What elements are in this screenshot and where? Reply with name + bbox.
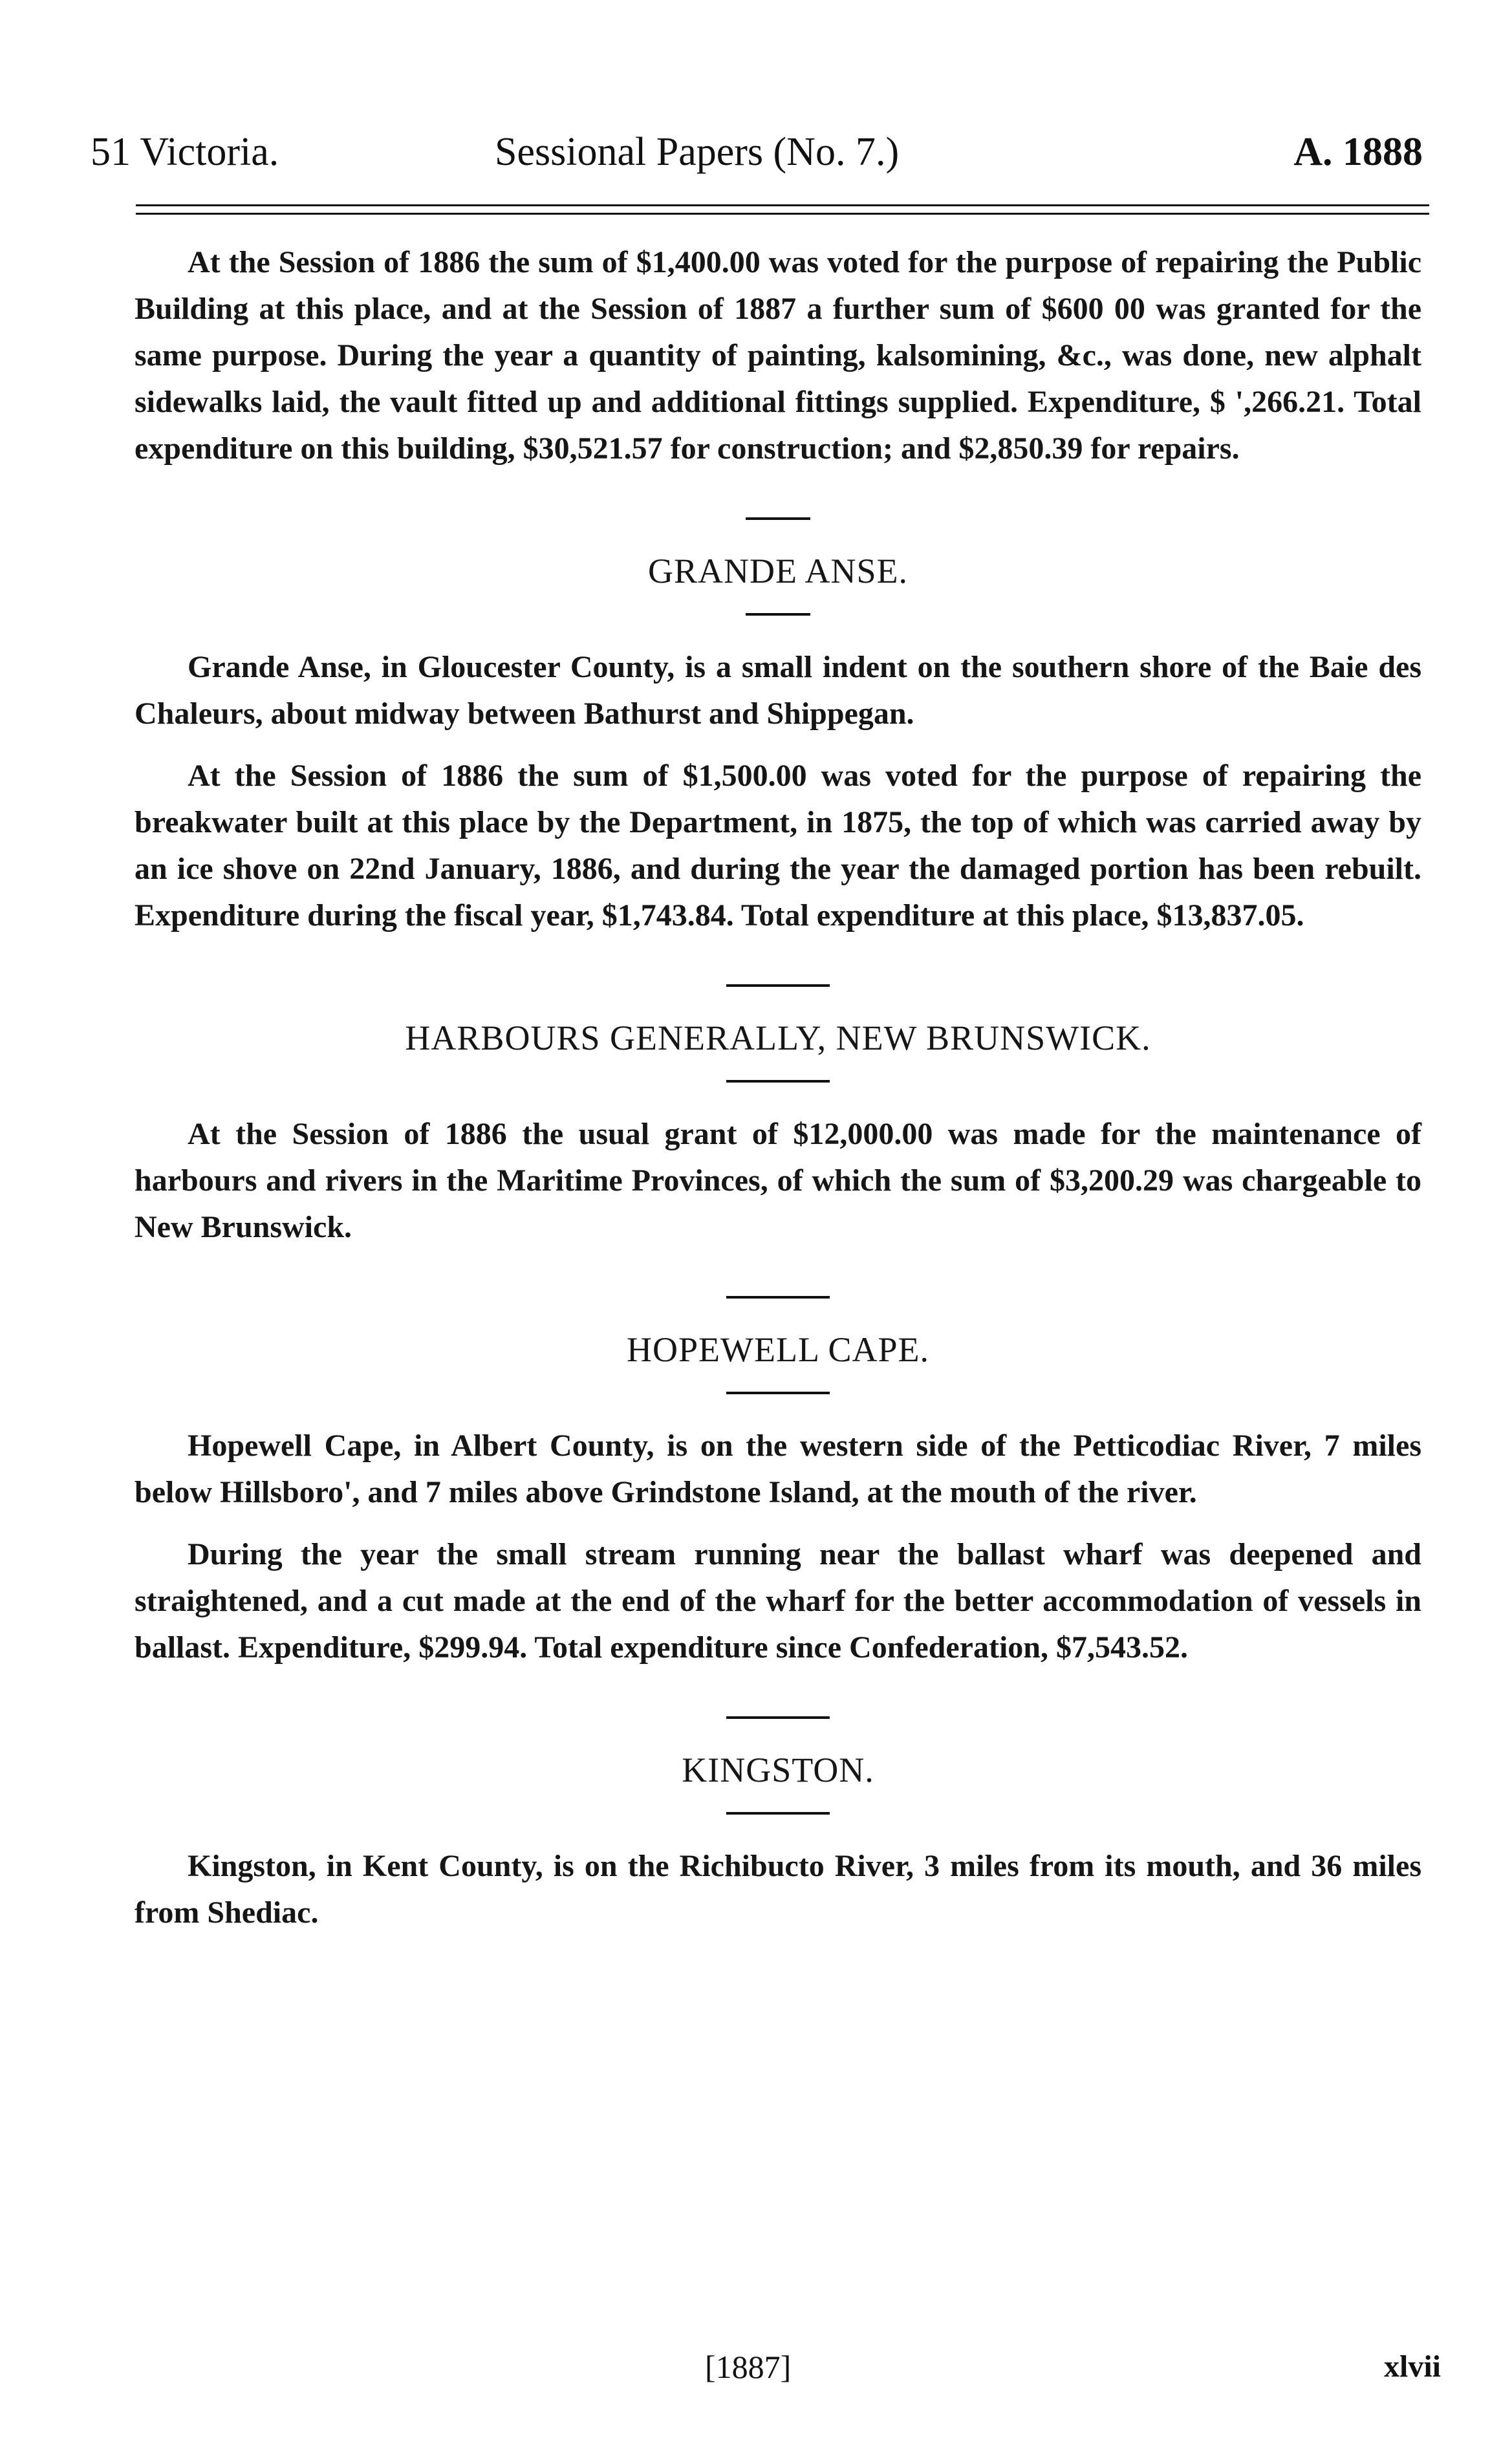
page-footer: [0, 2341, 1512, 2393]
header-double-rule: [136, 204, 1429, 215]
header-year: A. 1888: [1293, 130, 1423, 174]
grande-anse-paragraph-1: Grande Anse, in Gloucester County, is a small indent on the southern shore of the Baie des Chaleurs, about midway between Bathurst and Shippegan.: [135, 650, 1421, 731]
footer-year-bracket: [1887]: [705, 2349, 792, 2385]
heading-underline: [726, 1812, 830, 1815]
page-body: [135, 239, 1421, 1936]
section-heading-grande-anse: GRANDE ANSE.: [647, 552, 909, 590]
section-divider: [726, 1296, 830, 1299]
section-heading-harbours-generally: HARBOURS GENERALLY, NEW BRUNSWICK.: [405, 1019, 1151, 1057]
page-header: [91, 123, 1423, 181]
section-heading-kingston: KINGSTON.: [682, 1751, 874, 1789]
heading-underline: [746, 613, 810, 616]
intro-paragraph: At the Session of 1886 the sum of $1,400.00 was voted for the purpose of repairing the Public Building at this place, and at the Session of 1887 a further sum of $600 00 was granted for the same purpose. During the year a quantity of painting, kalsomining, &c., was done, new alphalt sidewalks laid, the vault fitted up and additional fittings supplied. Expenditure, $ ',266.21. Total expenditure on this building, $30,521.57 for construction; and $2,850.39 for repairs.: [135, 245, 1421, 466]
header-volume: 51 Victoria.: [91, 130, 279, 174]
section-divider: [726, 1716, 830, 1719]
section-divider: [746, 517, 810, 520]
page-number: xlvii: [1383, 2349, 1441, 2384]
hopewell-cape-paragraph-1: Hopewell Cape, in Albert County, is on the western side of the Petticodiac River, 7 miles below Hillsboro', and 7 miles above Grindstone Island, at the mouth of the river.: [135, 1429, 1421, 1509]
grande-anse-paragraph-2: At the Session of 1886 the sum of $1,500.00 was voted for the purpose of repairing the breakwater built at this place by the Department, in 1875, the top of which was carried away by an ice shove on 22nd January, 1886, and during the year the damaged portion has been rebuilt. Expenditure during the fiscal year, $1,743.84. Total expenditure at this place, $13,837.05.: [135, 759, 1421, 933]
kingston-paragraph-1: Kingston, in Kent County, is on the Richibucto River, 3 miles from its mouth, and 36 miles from Shediac.: [135, 1849, 1421, 1930]
section-divider: [726, 984, 830, 987]
heading-underline: [726, 1392, 830, 1394]
header-title: Sessional Papers (No. 7.): [495, 130, 900, 174]
harbours-generally-paragraph-1: At the Session of 1886 the usual grant of $12,000.00 was made for the maintenance of harbours and rivers in the Maritime Provinces, of which the sum of $3,200.29 was chargeable to New Brunswick.: [135, 1117, 1421, 1244]
heading-underline: [726, 1080, 830, 1083]
section-heading-hopewell-cape: HOPEWELL CAPE.: [627, 1330, 929, 1369]
hopewell-cape-paragraph-2: During the year the small stream running near the ballast wharf was deepened and straightened, and a cut made at the end of the wharf for the better accommodation of vessels in ballast. Expenditure, $299.94. Total expenditure since Confederation, $7,543.52.: [135, 1537, 1421, 1665]
